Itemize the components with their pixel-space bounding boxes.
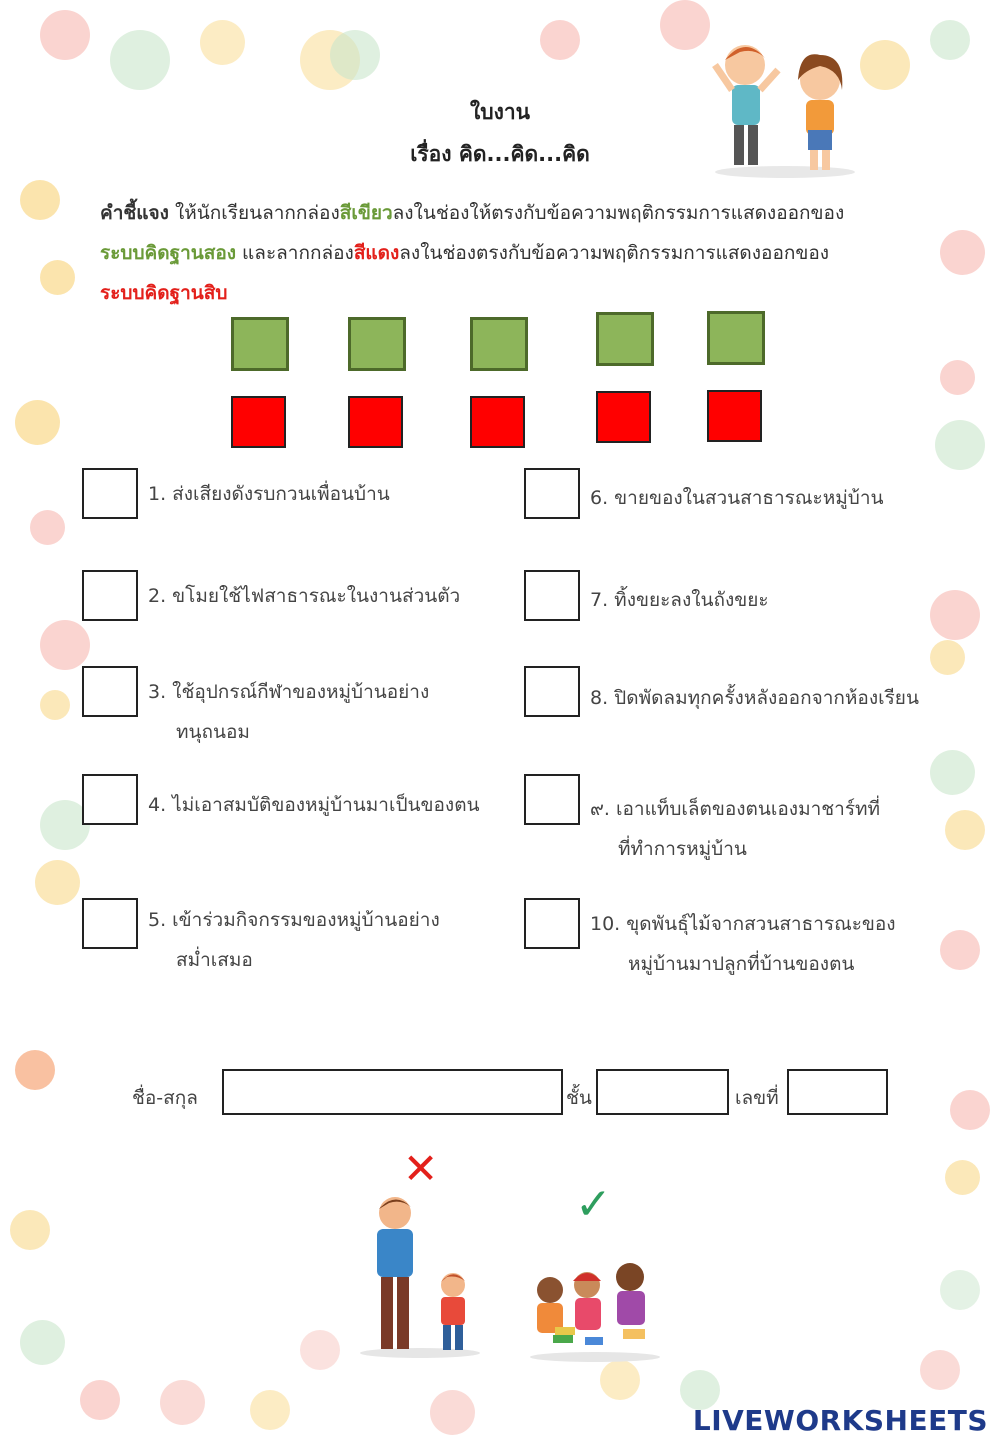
red-drag-box[interactable] xyxy=(348,396,403,448)
item-1: 1. ส่งเสียงดังรบกวนเพื่อนบ้าน xyxy=(148,483,390,505)
red-drag-box[interactable] xyxy=(470,396,525,448)
green-drag-box[interactable] xyxy=(707,311,765,365)
number-input[interactable] xyxy=(787,1069,888,1115)
class-input[interactable] xyxy=(596,1069,729,1115)
drop-zone-9[interactable] xyxy=(524,774,580,825)
drop-zone-6[interactable] xyxy=(524,468,580,519)
check-icon: ✓ xyxy=(575,1179,612,1230)
drop-zone-8[interactable] xyxy=(524,666,580,717)
page-subtitle: เรื่อง คิด...คิด...คิด xyxy=(410,142,590,166)
green-drag-box[interactable] xyxy=(231,317,289,371)
item-10: 10. ขุดพันธุ์ไม้จากสวนสาธารณะของ หมู่บ้านมาปลูกที่บ้านของตน xyxy=(590,913,896,975)
red-drag-box[interactable] xyxy=(596,391,651,443)
name-input[interactable] xyxy=(222,1069,563,1115)
green-drag-box[interactable] xyxy=(596,312,654,366)
item-4: 4. ไม่เอาสมบัติของหมู่บ้านมาเป็นของตน xyxy=(148,794,480,816)
drop-zone-5[interactable] xyxy=(82,898,138,949)
drop-zone-7[interactable] xyxy=(524,570,580,621)
cross-icon: ✕ xyxy=(403,1144,439,1193)
drop-zone-4[interactable] xyxy=(82,774,138,825)
instructions-label: คำชี้แจง xyxy=(100,202,169,224)
drop-zone-1[interactable] xyxy=(82,468,138,519)
page-title: ใบงาน xyxy=(470,100,530,124)
name-label: ชื่อ-สกุล xyxy=(132,1087,198,1109)
number-label: เลขที่ xyxy=(735,1087,779,1109)
red-drag-box[interactable] xyxy=(707,390,762,442)
item-7: 7. ทิ้งขยะลงในถังขยะ xyxy=(590,589,769,611)
drop-zone-10[interactable] xyxy=(524,898,580,949)
green-drag-box[interactable] xyxy=(348,317,406,371)
kids-illustration xyxy=(700,30,870,180)
item-3: 3. ใช้อุปกรณ์กีฬาของหมู่บ้านอย่าง ทนุถนอม xyxy=(148,681,430,743)
green-drag-box[interactable] xyxy=(470,317,528,371)
drop-zone-3[interactable] xyxy=(82,666,138,717)
liveworksheets-logo: LIVEWORKSHEETS xyxy=(692,1404,988,1437)
class-label: ชั้น xyxy=(566,1087,592,1109)
instructions: คำชี้แจง ให้นักเรียนลากกล่องสีเขียวลงในช่องให้ตรงกับข้อความพฤติกรรมการแสดงออกของ ระบบคิดฐานสอง และลากกล่องสีแดงลงในช่องตรงกับข้อความพฤติกรรมการแสดงออกของ ระบบคิดฐานสิบ xyxy=(100,202,845,304)
item-8: 8. ปิดพัดลมทุกครั้งหลังออกจากห้องเรียน xyxy=(590,687,919,709)
reading-kids-illustration xyxy=(525,1255,665,1365)
drop-zone-2[interactable] xyxy=(82,570,138,621)
red-drag-box[interactable] xyxy=(231,396,286,448)
item-2: 2. ขโมยใช้ไฟสาธารณะในงานส่วนตัว xyxy=(148,585,461,607)
item-6: 6. ขายของในสวนสาธารณะหมู่บ้าน xyxy=(590,487,884,509)
item-9: ๙. เอาแท็บเล็ตของตนเองมาชาร์ทที่ ที่ทำการหมู่บ้าน xyxy=(590,798,881,860)
item-5: 5. เข้าร่วมกิจกรรมของหมู่บ้านอย่าง สม่ำเสมอ xyxy=(148,909,440,971)
angry-family-illustration xyxy=(355,1185,495,1360)
